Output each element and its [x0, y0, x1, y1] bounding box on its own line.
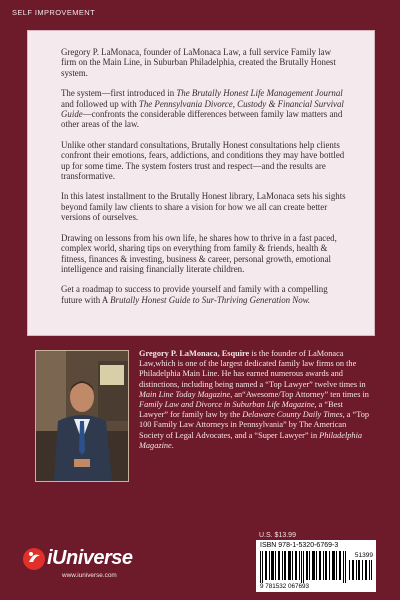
- blurb-paragraph-5: Drawing on lessons from his own life, he shares how to thrive in a fast paced, complex world, sharing tips on everything from family & friends, health & fitness, finances & investing, business & career, personal growth, emotional intelligence and raising financially literate children.: [61, 232, 337, 274]
- iuniverse-swirl-icon: [22, 547, 46, 571]
- blurb-paragraph-3: Unlike other standard consultations, Brutally Honest consultations help clients confront their emotions, fears, addictions, and conditions they may have bottled up for some time. The system fosters trust and respect—and the results are transformative.: [61, 139, 345, 182]
- price-code: 51399: [354, 552, 373, 559]
- author-bio-section: [27, 344, 375, 524]
- book-title-survival-guide: The Pennsylvania Divorce, Custody & Financial Survival Guide: [61, 98, 344, 120]
- publisher-url: www.iuniverse.com: [62, 572, 117, 579]
- blurb-paragraph-6: Get a roadmap to success to provide yourself and family with a compelling future with A Brutally Honest Guide to Sur-Thriving Generation Now.: [61, 284, 328, 305]
- blurb-panel: [27, 30, 375, 336]
- ean-number: 9 781532 067693: [260, 583, 310, 590]
- book-title-journal: The Brutally Honest Life Management Journal: [176, 88, 343, 99]
- magazine-philadelphia: Philadelphia Magazine: [139, 430, 363, 450]
- price-barcode-bars-icon: [349, 560, 373, 580]
- price-label: U.S. $13.99: [259, 532, 296, 539]
- category-label: SELF IMPROVEMENT: [12, 8, 96, 17]
- author-photo-illustration: [36, 351, 128, 481]
- magazine-main-line-today: Main Line Today Magazine: [139, 389, 231, 399]
- publisher-logo: [22, 545, 152, 585]
- author-photo: [35, 350, 129, 482]
- blurb-paragraph-1: Gregory P. LaMonaca, founder of LaMonaca Law, a full service Family law firm on the Main Line, in Suburban Philadelphia, created the Brutally Honest system.: [61, 47, 336, 78]
- blurb-paragraph-4: In this latest installment to the Brutally Honest library, LaMonaca sets his sights beyond family law clients to share a vision for how we all can create better versions of ourselves.: [61, 191, 346, 223]
- author-name: Gregory P. LaMonaca, Esquire: [139, 349, 250, 358]
- book-title-current: Brutally Honest Guide to Sur-Thriving Generation Now.: [110, 294, 311, 305]
- barcode: [256, 540, 376, 592]
- isbn-text: ISBN 978-1-5320-6769-3: [260, 542, 339, 549]
- barcode-bars-icon: [260, 551, 346, 583]
- author-bio-text: Gregory P. LaMonaca, Esquire is the founder of LaMonaca Law,which is one of the largest dedicated family law firms on the Philadelphia Main Line. He has earned numerous awards and distinctions, including being named a “Top Lawyer” twelve times in Main Line Today Magazine, an“Awesome/Top Attorney” ten times in Family Law and Divorce in Suburban Life Magazine, a “Best Lawyer” for family law by the Delaware County Daily Times, a “Top 100 Family Law Attorneys in Pennsylvania” by The American Society of Legal Advocates, and a “Super Lawyer” in Philadelphia Magazine.: [139, 349, 369, 450]
- magazine-suburban-life: Family Law and Divorce in Suburban Life Magazine: [139, 400, 315, 410]
- publisher-name: iUniverse: [47, 547, 133, 569]
- newspaper-delaware-county: Delaware County Daily Times: [242, 410, 343, 420]
- blurb-paragraph-2: The system—first introduced in The Brutally Honest Life Management Journal and followed up with The Pennsylvania Divorce, Custody & Financial Survival Guide—confronts the considerable differences between family law matters and other areas of the law.: [61, 88, 344, 130]
